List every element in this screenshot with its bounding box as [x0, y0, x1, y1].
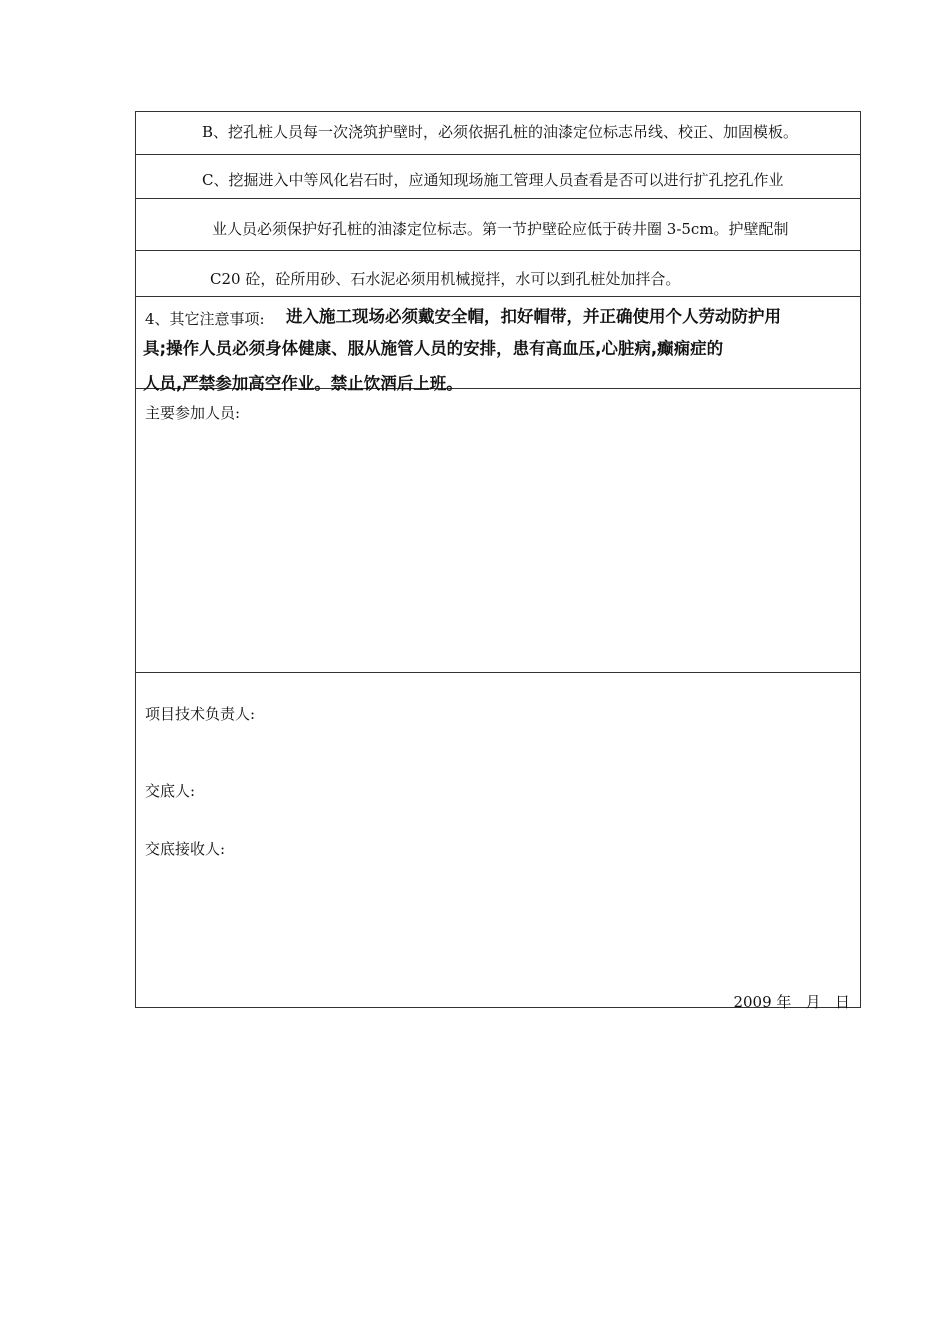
- item-b-text: B、挖孔桩人员每一次浇筑护壁时，必须依据孔桩的油漆定位标志吊线、校正、加固模板。: [202, 123, 799, 141]
- notes-line-1: 进入施工现场必须戴安全帽，扣好帽带，并正确使用个人劳动防护用: [286, 307, 781, 326]
- presenter-label: 交底人:: [145, 782, 196, 800]
- item-c-text: C、挖掘进入中等风化岩石时，应通知现场施工管理人员查看是否可以进行扩孔挖孔作业: [202, 171, 784, 189]
- date-field: 2009 年 月 日: [733, 993, 850, 1011]
- receiver-label: 交底接收人:: [145, 840, 226, 858]
- participants-label: 主要参加人员:: [145, 404, 241, 422]
- table-row-notes: [136, 297, 860, 393]
- tech-lead-label: 项目技术负责人:: [145, 705, 256, 723]
- notes-line-3: 人员,严禁参加高空作业。禁止饮酒后上班。: [143, 374, 463, 393]
- item-c-continued-1: 业人员必须保护好孔桩的油漆定位标志。第一节护壁砼应低于砖井圈 3-5cm。护壁配制: [212, 220, 789, 238]
- table-row-signatures: [136, 673, 860, 1009]
- notes-line-2: 具;操作人员必须身体健康、服从施管人员的安排，患有高血压,心脏病,癫痫症的: [143, 339, 724, 358]
- table-row-c-cont1: [136, 199, 860, 251]
- disclosure-table: [135, 111, 861, 1011]
- table-row-b: [136, 112, 860, 155]
- notes-label: 4、其它注意事项:: [145, 310, 265, 328]
- table-row-c: [136, 155, 860, 199]
- item-c-continued-2: C20 砼，砼所用砂、石水泥必须用机械搅拌，水可以到孔桩处加拌合。: [210, 270, 681, 288]
- table-row-participants: [136, 389, 860, 673]
- table-row-c-cont2: [136, 251, 860, 297]
